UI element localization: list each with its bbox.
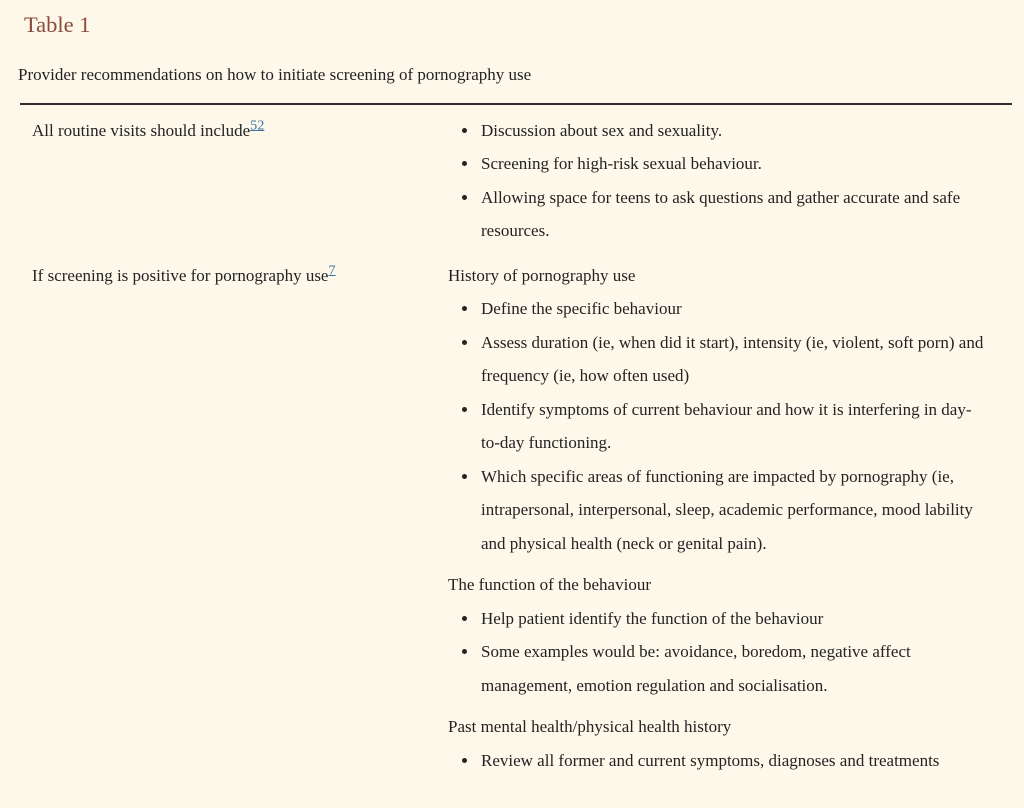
bullet-item: • Assess duration (ie, when did it start), intensity (ie, violent, soft porn) and frequency (ie, how often used) bbox=[479, 326, 986, 393]
content-section bbox=[448, 568, 986, 702]
bullet-item: • Discussion about sex and sexuality. bbox=[479, 114, 986, 148]
table-label: Table 1 bbox=[24, 12, 91, 37]
table-row bbox=[20, 104, 1012, 250]
bullet-item: • Some examples would be: avoidance, boredom, negative affect management, emotion regulation and socialisation. bbox=[479, 635, 986, 702]
row-content-cell bbox=[448, 104, 1012, 250]
bullet-item: • Help patient identify the function of the behaviour bbox=[479, 602, 986, 636]
recommendations-table-body bbox=[20, 104, 1012, 780]
bullet-item: • Allowing space for teens to ask questions and gather accurate and safe resources. bbox=[479, 181, 986, 248]
row-label-cell bbox=[20, 104, 448, 250]
bullet-list bbox=[448, 114, 986, 248]
row-content-cell bbox=[448, 250, 1012, 780]
recommendations-table bbox=[20, 103, 1012, 780]
row-label: If screening is positive for pornography use bbox=[32, 265, 329, 285]
bullet-list bbox=[448, 744, 986, 778]
bullet-item: • Review all former and current symptoms, diagnoses and treatments bbox=[479, 744, 986, 778]
content-section bbox=[448, 710, 986, 777]
table-row bbox=[20, 250, 1012, 780]
section-heading: History of pornography use bbox=[448, 265, 636, 285]
bullet-item: • Define the specific behaviour bbox=[479, 292, 986, 326]
bullet-list bbox=[448, 602, 986, 703]
bullet-item: • Identify symptoms of current behaviour and how it is interfering in day-to-day functioning. bbox=[479, 393, 986, 460]
bullet-item: • Screening for high-risk sexual behaviour. bbox=[479, 147, 986, 181]
bullet-item: • Which specific areas of functioning are impacted by pornography (ie, intrapersonal, interpersonal, sleep, academic performance, mood lability and physical health (neck or genital pain). bbox=[479, 460, 986, 561]
table-caption: Provider recommendations on how to initiate screening of pornography use bbox=[18, 64, 532, 84]
reference-superscript bbox=[250, 117, 264, 133]
row-label-cell bbox=[20, 250, 448, 780]
reference-link[interactable]: 7 bbox=[328, 262, 336, 279]
reference-link[interactable]: 52 bbox=[250, 117, 265, 134]
section-heading: Past mental health/physical health history bbox=[448, 717, 732, 737]
reference-superscript bbox=[328, 262, 335, 278]
row-label: All routine visits should include bbox=[32, 120, 251, 140]
content-section bbox=[448, 114, 986, 248]
section-heading: The function of the behaviour bbox=[448, 575, 651, 595]
content-section bbox=[448, 259, 986, 561]
bullet-list bbox=[448, 292, 986, 560]
